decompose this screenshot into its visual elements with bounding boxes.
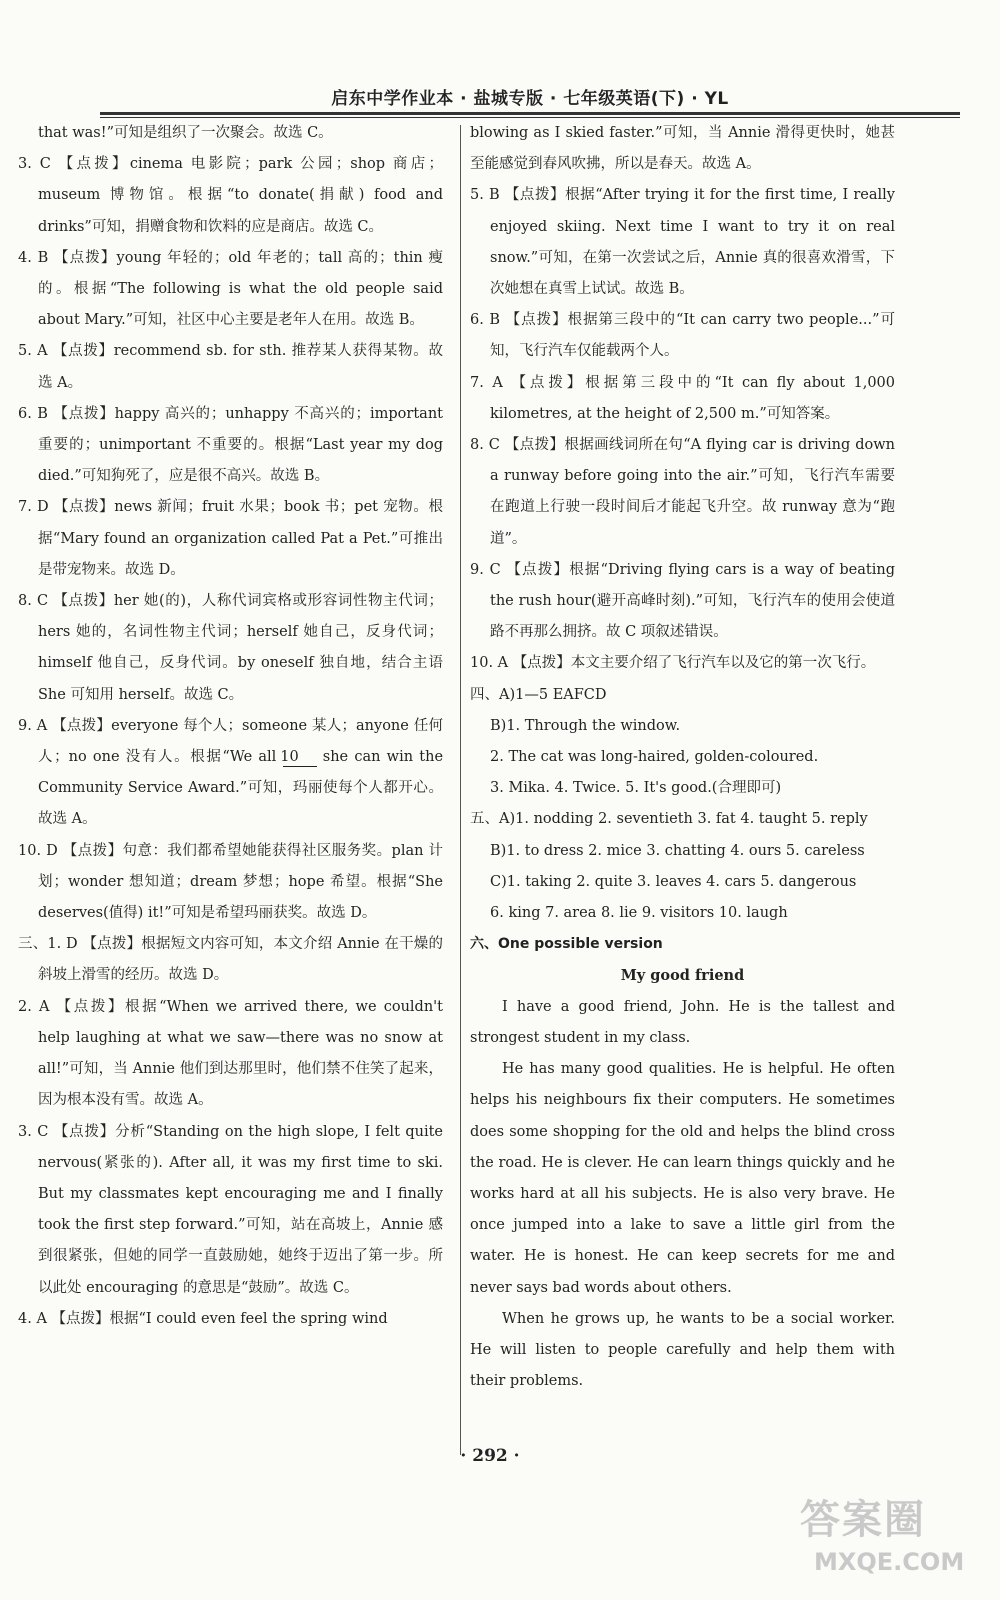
left-column [18,118,443,1335]
answer-4: 4. B 【点拨】young 年轻的；old 年老的；tall 高的；thin 瘦的。根据“The following is what the old people said about Mary.”可知，社区中心主要是老年人在用。故选 B。 [18,249,443,329]
right-column [470,118,895,1397]
answer-9-part2: she can win the Community Service Award.”可知，玛丽使每个人都开心。故选 A。 [38,749,444,828]
section-4-part-b-1: B)1. Through the window. [490,717,681,734]
section-5-part-c-6-10: 6. king 7. area 8. lie 9. visitors 10. laugh [490,905,788,922]
column-divider [460,125,461,1455]
essay-paragraph-1: I have a good friend, John. He is the tallest and strongest student in my class. [470,998,895,1046]
answer-9 [18,711,443,836]
section-3-answer-6: 6. B 【点拨】根据第三段中的“It can carry two people...”可知，飞行汽车仅能载两个人。 [470,312,895,360]
section-3-answer-7: 7. A 【点拨】根据第三段中的“It can fly about 1,000 kilometres, at the height of 2,500 m.”可知答案。 [470,374,895,422]
section-3-answer-9: 9. C 【点拨】根据“Driving flying cars is a way of beating the rush hour(避开高峰时刻).”可知，飞行汽车的使用会使道路不再那么拥挤。故 C 项叙述错误。 [470,561,895,641]
answer-10: 10. D 【点拨】句意：我们都希望她能获得社区服务奖。plan 计划；wonder 想知道；dream 梦想；hope 希望。根据“She deserves(值得) it!”可知是希望玛丽获奖。故选 D。 [18,842,443,922]
section-3-answer-5: 5. B 【点拨】根据“After trying it for the first time, I really enjoyed skiing. Next time I want to try it on real snow.”可知，在第一次尝试之后，Annie 真的很喜欢滑雪，下次她想在真雪上试试。故选 B。 [470,187,895,298]
watermark-bottom: MXQE.COM [814,1548,965,1576]
answer-9-blank: 10 [283,748,317,767]
section-4-part-b-3-5: 3. Mika. 4. Twice. 5. It's good.(合理即可) [490,780,782,797]
watermark-top: 答案圈 [800,1497,926,1543]
answer-9-part1: 9. A 【点拨】everyone 每个人；someone 某人；anyone 任何人；no one 没有人。根据“We all [18,717,443,766]
section-3-answer-1: 三、1. D 【点拨】根据短文内容可知，本文介绍 Annie 在干燥的斜坡上滑雪的经历。故选 D。 [18,936,443,984]
essay-paragraph-3: When he grows up, he wants to be a social worker. He will listen to people carefully and help them with their problems. [470,1310,895,1390]
section-6-heading: 六、One possible version [470,936,663,953]
answer-5: 5. A 【点拨】recommend sb. for sth. 推荐某人获得某物。故选 A。 [18,343,443,391]
page-number: · 292 · [460,1446,520,1466]
answer-3: 3. C 【点拨】cinema 电影院；park 公园；shop 商店；museum 博物馆。根据“to donate(捐献) food and drinks”可知，捐赠食物和饮料的应是商店。故选 C。 [18,156,443,235]
section-3-answer-8: 8. C 【点拨】根据画线词所在句“A flying car is driving down a runway before going into the air.”可知，飞行汽车需要在跑道上行驶一段时间后才能起飞升空。故 runway 意为“跑道”。 [470,437,895,547]
essay-title: My good friend [620,967,745,985]
answer-4-continuation: blowing as I skied faster.”可知，当 Annie 滑得更快时，她甚至能感觉到春风吹拂，所以是春天。故选 A。 [470,125,895,173]
section-3-answer-4: 4. A 【点拨】根据“I could even feel the spring wind [18,1310,388,1327]
section-5-part-a: 五、A)1. nodding 2. seventieth 3. fat 4. taught 5. reply [470,811,868,828]
section-4-part-b-2: 2. The cat was long-haired, golden-coloured. [490,749,819,766]
section-3-answer-3: 3. C 【点拨】分析“Standing on the high slope, I felt quite nervous(紧张的). After all, it was my first time to ski. But my classmates kept encouraging me and I finally took the first step forward.”可知，站在高坡上，Annie 感到很紧张，但她的同学一直鼓励她，她终于迈出了第一步。所以此处 encouraging 的意思是“鼓励”。故选 C。 [18,1123,443,1296]
answer-6: 6. B 【点拨】happy 高兴的；unhappy 不高兴的；important 重要的；unimportant 不重要的。根据“Last year my dog died.”可知狗死了，应是很不高兴。故选 B。 [18,405,443,485]
answer-7: 7. D 【点拨】news 新闻；fruit 水果；book 书；pet 宠物。根据“Mary found an organization called Pat a Pet.”可推出是带宠物来。故选 D。 [18,499,443,578]
section-3-answer-2: 2. A 【点拨】根据“When we arrived there, we couldn't help laughing at what we saw—there was no snow at all!”可知，当 Annie 他们到达那里时，他们禁不住笑了起来，因为根本没有雪。故选 A。 [18,998,443,1109]
section-3-answer-10: 10. A 【点拨】本文主要介绍了飞行汽车以及它的第一次飞行。 [470,655,876,672]
section-5-part-c: C)1. taking 2. quite 3. leaves 4. cars 5. dangerous [490,873,857,890]
answer-8: 8. C 【点拨】her 她(的)，人称代词宾格或形容词性物主代词；hers 她的，名词性物主代词；herself 她自己，反身代词；himself 他自己，反身代词。by oneself 独自地，结合主语 She 可知用 herself。故选 C。 [18,593,443,703]
essay-paragraph-2: He has many good qualities. He is helpful. He often helps his neighbours fix their computers. He sometimes does some shopping for the old and helps the blind cross the road. He is clever. He can learn things quickly and he works hard at all his subjects. He is also very brave. He once jumped into a lake to save a little girl from the water. He is honest. He can keep secrets for me and never says bad words about others. [470,1061,895,1296]
section-4-part-a: 四、A)1—5 EAFCD [470,686,607,703]
answer-continuation: that was!”可知是组织了一次聚会。故选 C。 [38,125,333,141]
header-rule [100,112,960,115]
watermark-logo [800,1495,990,1595]
section-5-part-b: B)1. to dress 2. mice 3. chatting 4. ours 5. careless [490,842,865,859]
page-header-title: 启东中学作业本 · 盐城专版 · 七年级英语(下) · YL [331,89,729,109]
